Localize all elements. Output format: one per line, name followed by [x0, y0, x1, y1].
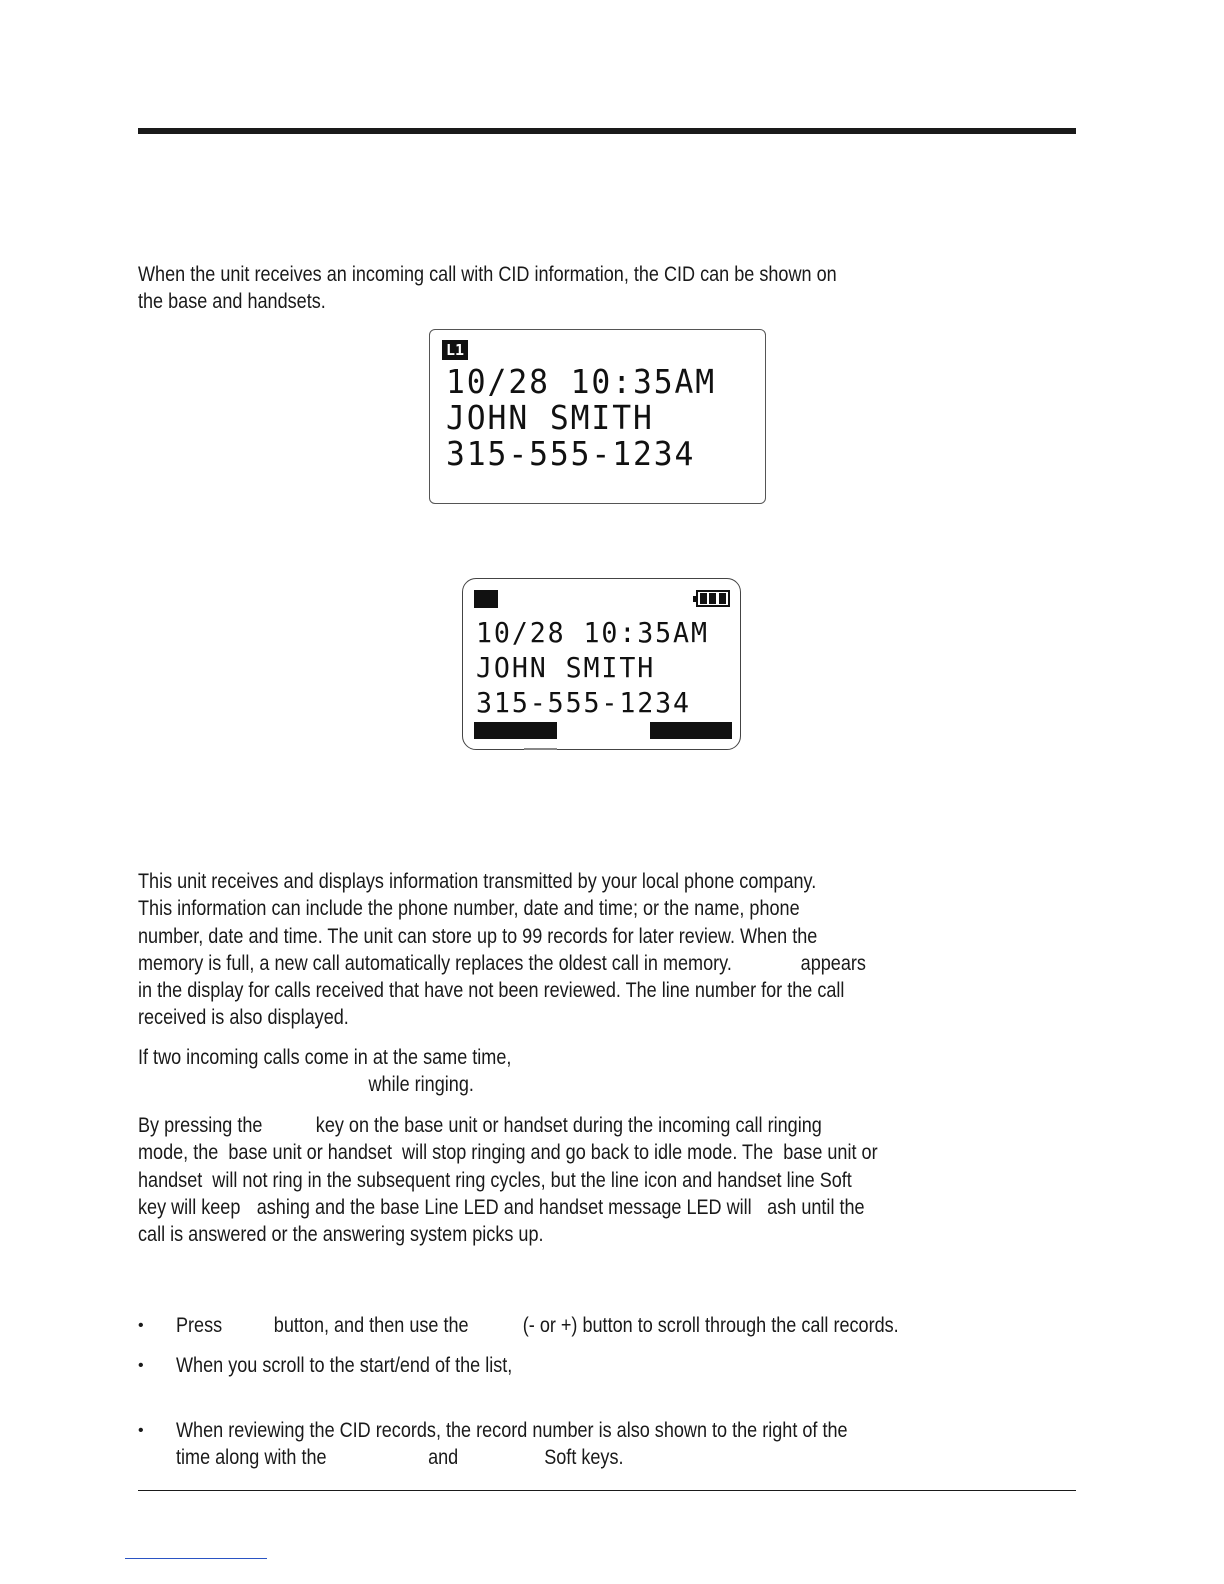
ringing-line-4c: ash until the	[767, 1195, 865, 1219]
bullet-1-text	[176, 1312, 899, 1339]
bullet-1b: button, and then use the	[273, 1314, 469, 1337]
ringing-line-4	[138, 1194, 989, 1221]
info-line-3: number, date and time. The unit can store up to 99 records for later review. When the	[138, 924, 818, 948]
bullet-1c: (- or +) button to scroll through the call records.	[522, 1314, 899, 1337]
footer-link-underline	[125, 1558, 267, 1559]
appears-word: appears	[800, 951, 866, 975]
battery-full-icon	[696, 590, 730, 607]
handset-lcd-caller-name: JOHN SMITH	[476, 651, 656, 684]
info-line-2: This information can include the phone number, date and time; or the name, phone	[138, 897, 800, 921]
two-calls-line-1: If two incoming calls come in at the same time,	[138, 1046, 512, 1069]
bullet-2-text: When you scroll to the start/end of the list,	[176, 1354, 513, 1377]
bullet-icon: •	[138, 1422, 144, 1439]
line-indicator-icon	[474, 590, 498, 608]
bullet-icon: •	[138, 1357, 144, 1374]
base-lcd-caller-name: JOHN SMITH	[446, 398, 654, 437]
base-lcd-display	[429, 329, 766, 504]
bullet-3-text	[176, 1417, 848, 1472]
ringing-line-3: handset will not ring in the subsequent ring cycles, but the line icon and handset line Soft	[138, 1168, 852, 1192]
intro-line-1: When the unit receives an incoming call with CID information, the CID can be shown on	[138, 263, 837, 286]
ringing-line-4b: ashing and the base Line LED and handset message LED will	[256, 1195, 752, 1219]
right-soft-key	[650, 722, 732, 739]
two-calls-paragraph	[138, 1044, 989, 1099]
info-paragraph	[138, 868, 989, 1032]
info-line-4	[138, 950, 989, 977]
top-rule	[138, 128, 1076, 134]
line-1-tag: L1	[442, 340, 468, 360]
ringing-line-1a: By pressing the	[138, 1114, 263, 1137]
handset-lcd-display	[462, 578, 741, 750]
bullet-icon: •	[138, 1317, 144, 1334]
ringing-line-5: call is answered or the answering system picks up.	[138, 1223, 544, 1247]
base-lcd-caller-number: 315-555-1234	[446, 434, 696, 473]
bottom-rule	[138, 1490, 1076, 1491]
soft-key-divider	[524, 748, 557, 750]
intro-line-2: the base and handsets.	[138, 290, 326, 314]
left-soft-key	[474, 722, 557, 739]
ringing-line-4a: key will keep	[138, 1195, 241, 1219]
while-ringing-text: while ringing.	[368, 1073, 474, 1097]
bullet-3a: time along with the	[176, 1446, 327, 1470]
handset-lcd-caller-number: 315-555-1234	[476, 686, 691, 719]
bullet-3c: Soft keys.	[544, 1446, 624, 1470]
ringing-paragraph	[138, 1112, 989, 1248]
bullet-1a: Press	[176, 1314, 223, 1337]
ringing-line-1b: key on the base unit or handset during the incoming call ringing	[315, 1114, 822, 1137]
info-line-1: This unit receives and displays information transmitted by your local phone company.	[138, 870, 817, 893]
info-line-4-text: memory is full, a new call automatically replaces the oldest call in memory.	[138, 951, 732, 975]
intro-paragraph	[138, 261, 989, 316]
bullet-3b: and	[428, 1446, 459, 1470]
ringing-line-1	[138, 1112, 989, 1139]
ringing-line-2: mode, the base unit or handset will stop ringing and go back to idle mode. The base unit or	[138, 1141, 878, 1165]
info-line-5: in the display for calls received that have not been reviewed. The line number for the call	[138, 979, 845, 1003]
info-line-6: received is also displayed.	[138, 1006, 349, 1030]
base-lcd-date-time: 10/28 10:35AM	[446, 362, 717, 401]
two-calls-line-2	[138, 1071, 989, 1098]
handset-lcd-date-time: 10/28 10:35AM	[476, 616, 709, 649]
bullet-3-line-1: When reviewing the CID records, the record number is also shown to the right of the	[176, 1419, 848, 1442]
